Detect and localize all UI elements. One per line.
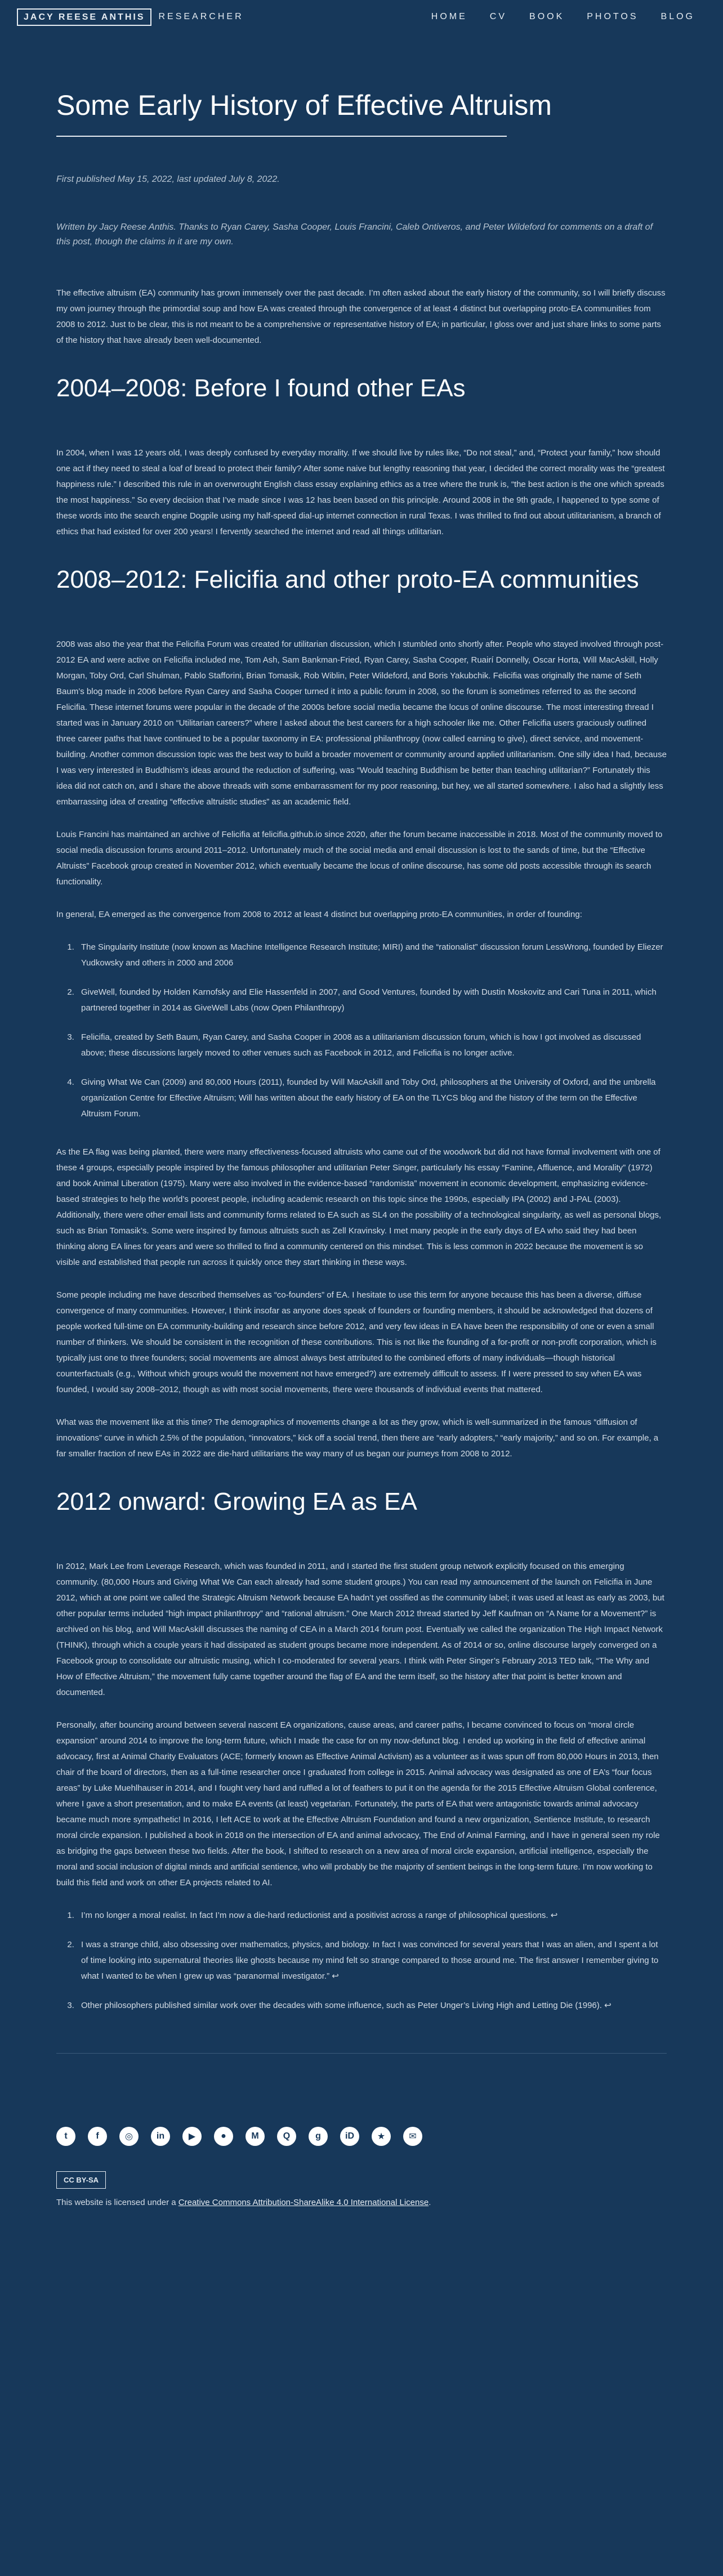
- section2-paragraph-4: As the EA flag was being planted, there were many effectiveness-focused altruists who came out of the woodwork but did not have formal involvement with one of these 4 groups, especially people inspired by the famous philosopher and utilitarian Peter Singer, particularly his essay “Famine, Affluence, and Morality” (1972) and book Animal Liberation (1975). Many were also involved in the evidence-based “randomista” movement in economic development, emphasizing evidence-based strategies to help the world’s poorest people, including academic research on this topic since the 1990s, especially IPA (2002) and J-PAL (2003). Additionally, there were other email lists and community forms related to EA such as SL4 on the possibility of a technological singularity, as well as personal blogs, such as Brian Tomasik’s. Some were inspired by famous altruists such as Zell Kravinsky. I met many people in the early days of EA who said they had been thinking along EA lines for years and were so thrilled to find a community centered on this mindset. This is less common in 2022 because the movement is so visible and established that people run across it quickly once they start thinking in these ways.: [56, 1147, 662, 1267]
- list-item: 3. Felicifia, created by Seth Baum, Ryan Carey, and Sasha Cooper in 2008 as a utilitarianism discussion forum, which is how I got involved as discussed above; these discussions largely moved to other venues such as Facebook in 2012, and Felicifia is no longer active.: [77, 1030, 667, 1061]
- instagram-icon[interactable]: ◎: [119, 2127, 139, 2146]
- section2-paragraph-6: What was the movement like at this time? The demographics of movements change a lot as they grow, which is well-summarized in the famous “diffusion of innovations” curve in which 2.5% of the population, “innovators,” kick off a social trend, then there are “early adopters,” “early majority,” and so on. For example, a far smaller fraction of new EAs in 2022 are die-hard utilitarians the way many of us began our journeys from 2008 to 2012.: [56, 1417, 659, 1459]
- section-heading-2012-onward: 2012 onward: Growing EA as EA: [56, 1488, 417, 1515]
- top-navigation-bar: [0, 0, 723, 34]
- orcid-icon[interactable]: iD: [340, 2127, 359, 2146]
- nav-home[interactable]: HOME: [431, 12, 467, 21]
- quora-icon[interactable]: Q: [277, 2127, 296, 2146]
- footnote: 3. Other philosophers published similar work over the decades with some influence, such as Peter Unger’s Living High and Letting Die (1996). ↩: [77, 1998, 667, 2014]
- intro-paragraph: The effective altruism (EA) community has grown immensely over the past decade. I’m often asked about the early history of the community, so I will briefly discuss my own journey through the primordial soup and how EA was created through the convergence of at least 4 distinct but overlapping proto-EA communities from 2008 to 2012. Just to be clear, this is not meant to be a comprehensive or representative history of EA; in particular, I gloss over and just share links to some parts of the history that have already been well-documented.: [56, 288, 666, 345]
- license-suffix: .: [429, 2198, 431, 2207]
- publish-date: First published May 15, 2022, last updated July 8, 2022.: [56, 175, 280, 184]
- medium-icon[interactable]: M: [246, 2127, 265, 2146]
- title-divider: [56, 136, 507, 137]
- footer-divider: [56, 2053, 667, 2054]
- license-link[interactable]: Creative Commons Attribution-ShareAlike 4.0 International License: [178, 2198, 429, 2207]
- main-nav: [431, 12, 695, 22]
- footnotes: [77, 1908, 667, 2014]
- youtube-icon[interactable]: ▶: [182, 2127, 202, 2146]
- author-credit: Written by Jacy Reese Anthis. Thanks to Ryan Carey, Sasha Cooper, Louis Francini, Caleb Ontiveros, and Peter Wildeford for comments on a draft of this post, though the claims in it are my own.: [56, 222, 653, 247]
- social-links: [56, 2127, 667, 2146]
- twitter-icon[interactable]: t: [56, 2127, 75, 2146]
- section2-paragraph-5: Some people including me have described themselves as “co-founders” of EA. I hesitate to use this term for anyone because this has been a diverse, diffuse convergence of many communities. However, I think insofar as anyone does speak of founders or founding members, it should be acknowledged that dozens of people worked full-time on EA community-building and research since before 2012, and very few ideas in EA have been the responsibility of one or even a small number of thinkers. We should be consistent in the recognition of these contributions. This is not like the founding of a for-profit or non-profit corporation, which is typically just one to three founders; social movements are almost always best attributed to the combined efforts of many individuals—though historical counterfactuals (e.g., Without which groups would the movement not have emerged?) are extremely difficult to assess. If I were pressed to say when EA was founded, I would say 2008–2012, though as with most social movements, there were thousands of individual events that mattered.: [56, 1290, 657, 1394]
- linkedin-icon[interactable]: in: [151, 2127, 170, 2146]
- section-heading-2008-2012: 2008–2012: Felicifia and other proto-EA communities: [56, 566, 639, 593]
- list-item: 1. The Singularity Institute (now known as Machine Intelligence Research Institute; MIRI) and the “rationalist” discussion forum LessWrong, founded by Eliezer Yudkowsky and others in 2000 and 2006: [77, 940, 667, 971]
- license-prefix: This website is licensed under a: [56, 2198, 178, 2207]
- facebook-icon[interactable]: f: [88, 2127, 107, 2146]
- nav-book[interactable]: BOOK: [529, 12, 565, 21]
- goodreads-icon[interactable]: g: [309, 2127, 328, 2146]
- cc-license-badge[interactable]: CC BY-SA: [56, 2171, 106, 2189]
- article: [56, 34, 667, 2054]
- nav-photos[interactable]: PHOTOS: [587, 12, 639, 21]
- license-text: [56, 2197, 667, 2209]
- brand-role: RESEARCHER: [158, 12, 244, 21]
- email-icon[interactable]: ✉: [403, 2127, 422, 2146]
- github-icon[interactable]: ●: [214, 2127, 233, 2146]
- section3-paragraph-2: Personally, after bouncing around between several nascent EA organizations, cause areas, and career paths, I became convinced to focus on “moral circle expansion” around 2014 to improve the long-term future, which I made the case for on my now-defunct blog. I ended up working in the field of effective animal advocacy, first at Animal Charity Evaluators (ACE; formerly known as Effective Animal Activism) as a volunteer as it was spun off from 80,000 Hours in 2013, then chair of the board of directors, then as a full-time researcher once I graduated from college in 2015. Animal advocacy was designated as one of EA’s “four focus areas” by Luke Muehlhauser in 2014, and I fought very hard and ruffled a lot of feathers to put it on the agenda for the 2015 Effective Altruism Global conference, where I gave a short presentation, and to make EA events (at least) vegetarian. Fortunately, the parts of EA that were antagonistic towards animal advocacy became much more sympathetic! In 2016, I left ACE to work at the Effective Altruism Foundation and found a new organization, Sentience Institute, to research moral circle expansion. I published a book in 2018 on the intersection of EA and animal advocacy, The End of Animal Farming, and I have in general seen my role as bridging the gaps between these two fields. After the book, I shifted to research on a new area of moral circle expansion, artificial intelligence, especially the moral and social inclusion of digital minds and artificial sentience, who will probably be the majority of sentient beings in the long-term future. I’m now working to build this field and work on other EA projects related to AI.: [56, 1720, 660, 1888]
- list-item: 4. Giving What We Can (2009) and 80,000 Hours (2011), founded by Will MacAskill and Toby Ord, philosophers at the University of Oxford, and the umbrella organization Centre for Effective Altruism; Will has written about the early history of EA on the TLYCS blog and the history of the term on the Effective Altruism Forum.: [77, 1075, 667, 1122]
- section-heading-2004-2008: 2004–2008: Before I found other EAs: [56, 374, 466, 402]
- section3-paragraph-1: In 2012, Mark Lee from Leverage Research, which was founded in 2011, and I started the first student group network explicitly focused on this emerging community. (80,000 Hours and Giving What We Can each already had some student groups.) You can read my announcement of the launch on Felicifia in June 2012, which at one point we called the Strategic Altruism Network because EA hadn’t yet ossified as the community label; it was used at least as early as 2003, but other popular terms included “high impact philanthropy” and “rational altruism.” One March 2012 thread started by Jeff Kaufman on “A Name for a Movement?” is archived on his blog, and Will MacAskill discusses the naming of CEA in a March 2014 forum post. Eventually we called the organization The High Impact Network (THINK), through which a couple years it had dissipated as student groups became more independent. As of 2014 or so, online discourse largely converged on a Facebook group to consolidate our altruistic musing, which I co-moderated for several years. I think with Peter Singer’s February 2013 TED talk, “The Why and How of Effective Altruism,” the movement fully came together around the flag of EA and the term itself, so the history after that point is better known and documented.: [56, 1562, 664, 1697]
- proto-ea-communities-list: [77, 940, 667, 1122]
- page-title: Some Early History of Effective Altruism: [56, 90, 552, 121]
- footnote: 1. I’m no longer a moral realist. In fact I’m now a die-hard reductionist and a positivist across a range of philosophical questions. ↩: [77, 1908, 667, 1924]
- brand-name[interactable]: JACY REESE ANTHIS: [17, 8, 151, 26]
- scholar-icon[interactable]: ★: [372, 2127, 391, 2146]
- list-item: 2. GiveWell, founded by Holden Karnofsky and Elie Hassenfeld in 2007, and Good Ventures, founded by with Dustin Moskovitz and Cari Tuna in 2011, which partnered together in 2014 as GiveWell Labs (now Open Philanthropy): [77, 985, 667, 1016]
- nav-blog[interactable]: BLOG: [660, 12, 695, 21]
- section2-paragraph-3: In general, EA emerged as the convergence from 2008 to 2012 at least 4 distinct but overlapping proto-EA communities, in order of founding:: [56, 910, 582, 919]
- section2-paragraph-1: 2008 was also the year that the Felicifia Forum was created for utilitarian discussion, which I stumbled onto shortly after. People who stayed involved through post-2012 EA and were active on Felicifia included me, Tom Ash, Sam Bankman-Fried, Ryan Carey, Sasha Cooper, Ruairí Donnelly, Oscar Horta, Will MacAskill, Holly Morgan, Toby Ord, Carl Shulman, Pablo Stafforini, Brian Tomasik, Rob Wiblin, Peter Wildeford, and Boris Yakubchik. Felicifia was originally the name of Seth Baum’s blog made in 2006 before Ryan Carey and Sasha Cooper turned it into a public forum in 2008, so the forum is sometimes referred to as the second Felicifia. These internet forums were popular in the decade of the 2000s before social media became the locus of online discourse. The most interesting thread I started was in January 2010 on “Utilitarian careers?” where I asked about the best careers for a high schooler like me. Other Felicifia users graciously outlined three career paths that have continued to be a popular taxonomy in EA: professional philanthropy (now called earning to give), direct service, and movement-building. Another common discussion topic was the best way to build a broader movement or community around applied utilitarianism. One silly idea I had, because I was very interested in Buddhism’s ideas around the reduction of suffering, was “Would teaching Buddhism be better than teaching utilitarian?” Fortunately this idea did not catch on, and I share the above threads with some embarrassment for my poor reasoning, but hey, we all started somewhere. I also had a slightly less embarrassing idea of creating “effective altruistic studies” as an academic field.: [56, 639, 667, 807]
- footnote: 2. I was a strange child, also obsessing over mathematics, physics, and biology. In fact I was convinced for several years that I was an alien, and I spent a lot of time looking into supernatural theories like ghosts because my mind felt so strange compared to those around me. The first answer I remember giving to what I wanted to be when I grew up was “paranormal investigator.” ↩: [77, 1937, 667, 1984]
- site-footer: [56, 2082, 667, 2243]
- section1-paragraph-1: In 2004, when I was 12 years old, I was deeply confused by everyday morality. If we should live by rules like, “Do not steal,” and, “Protect your family,” how should one act if they need to steal a loaf of bread to protect their family? After some naive but lengthy reasoning that year, I decided the correct morality was the “greatest happiness rule.” I described this rule in an overwrought English class essay explaining ethics as a tree where the trunk is, “the best action is the one which spreads the most happiness.” So every decision that I’ve made since I was 12 has been based on this principle. Around 2008 in the 9th grade, I happened to type some of these words into the search engine Dogpile using my half-speed dial-up internet connection in rural Texas. I was thrilled to find out about utilitarianism, a branch of ethics that had existed for over 200 years! I fervently searched the internet and read all things utilitarian.: [56, 448, 665, 536]
- section2-paragraph-2: Louis Francini has maintained an archive of Felicifia at felicifia.github.io since 2020, after the forum became inaccessible in 2018. Most of the community moved to social media discussion forums around 2011–2012. Unfortunately much of the social media and email discussion is lost to the sands of time, but the “Effective Altruists” Facebook group created in November 2012, which eventually became the locus of online discourse, has some old posts accessible through its search functionality.: [56, 830, 663, 887]
- nav-cv[interactable]: CV: [489, 12, 507, 21]
- brand[interactable]: [17, 8, 244, 26]
